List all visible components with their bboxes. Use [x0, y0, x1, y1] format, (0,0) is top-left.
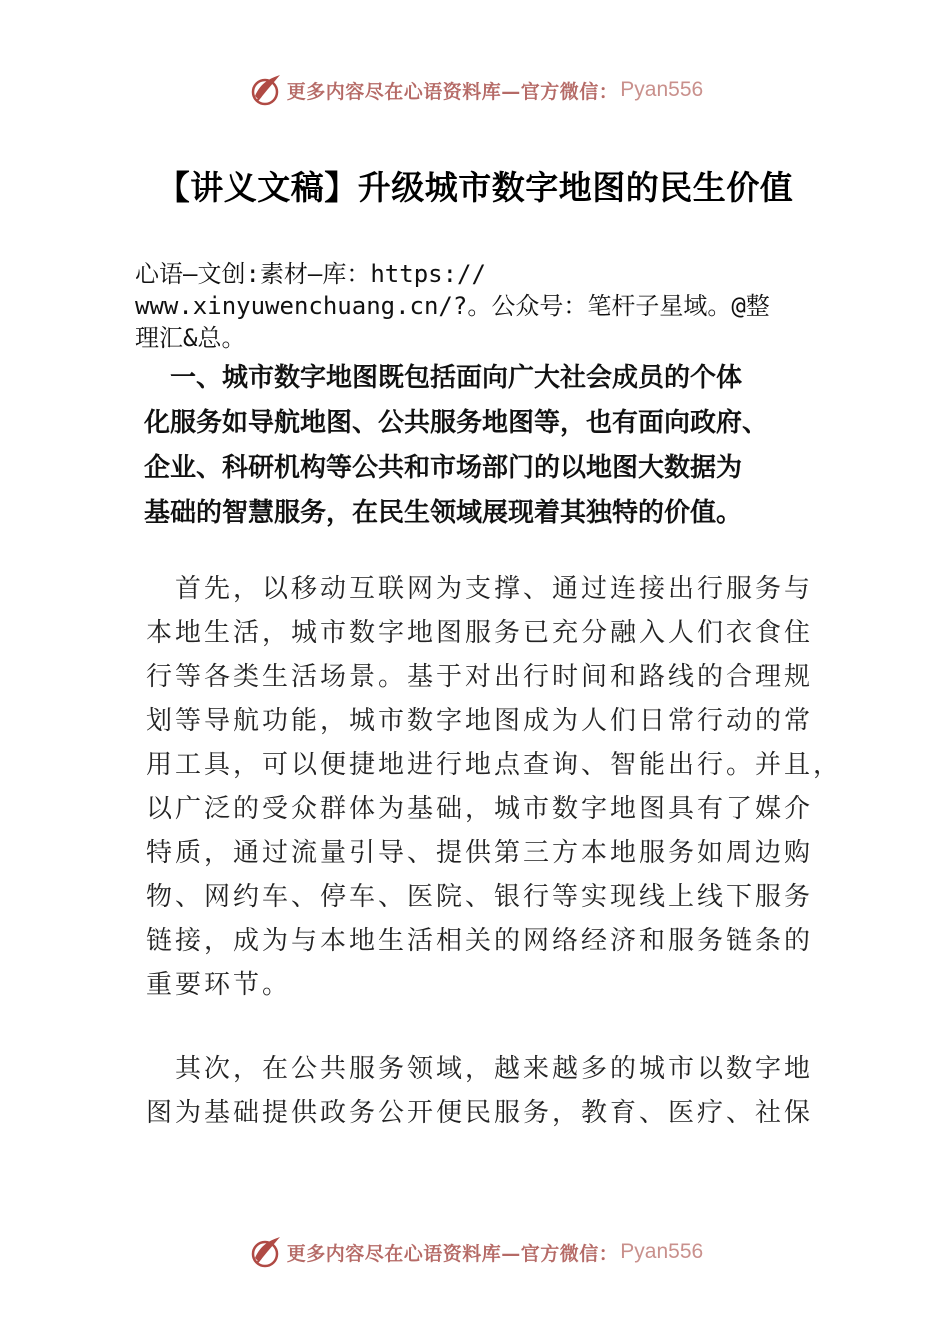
source-line: 心语—文创:素材—库：https:// [135, 260, 486, 288]
banner-text: 更多内容尽在心语资料库—官方微信： [286, 1242, 619, 1265]
paragraph-line: 行等各类生活场景。基于对出行时间和路线的合理规 [146, 662, 814, 692]
source-line: 理汇&总。 [135, 324, 246, 352]
quill-logo-icon [247, 1234, 283, 1270]
paragraph-line: 特质，通过流量引导、提供第三方本地服务如周边购 [146, 838, 814, 868]
paragraph-line: 以广泛的受众群体为基础，城市数字地图具有了媒介 [146, 794, 814, 824]
source-note [135, 258, 835, 354]
document-title: 【讲义文稿】升级城市数字地图的民生价值 [156, 168, 794, 207]
paragraph-line: 一、城市数字地图既包括面向广大社会成员的个体 [144, 363, 743, 393]
banner-text: 更多内容尽在心语资料库—官方微信： [286, 80, 619, 103]
footer-banner [0, 1232, 950, 1272]
paragraph-line: 图为基础提供政务公开便民服务，教育、医疗、社保 [146, 1098, 814, 1128]
paragraph-line: 首先，以移动互联网为支撑、通过连接出行服务与 [146, 574, 814, 604]
paragraph-line: 划等导航功能，城市数字地图成为人们日常行动的常 [146, 706, 814, 736]
paragraph-line: 其次，在公共服务领域，越来越多的城市以数字地 [146, 1054, 814, 1084]
banner-wechat-id: Pyan556 [620, 78, 704, 101]
quill-logo-icon [247, 72, 283, 108]
paragraph-line: 企业、科研机构等公共和市场部门的以地图大数据为 [144, 453, 743, 483]
paragraph-line: 用工具，可以便捷地进行地点查询、智能出行。并且， [146, 750, 843, 780]
paragraph-line: 物、网约车、停车、医院、银行等实现线上线下服务 [146, 882, 814, 912]
paragraph-line: 化服务如导航地图、公共服务地图等，也有面向政府、 [144, 408, 769, 438]
paragraph-line: 重要环节。 [146, 970, 292, 1000]
paragraph-line: 本地生活，城市数字地图服务已充分融入人们衣食住 [146, 618, 814, 648]
header-banner [0, 70, 950, 110]
body-paragraph-first [146, 567, 843, 1007]
paragraph-line: 基础的智慧服务，在民生领域展现着其独特的价值。 [144, 498, 743, 528]
body-paragraph-second [146, 1047, 818, 1135]
source-line: www.xinyuwenchuang.cn/?。公众号：笔杆子星域。@整 [135, 292, 770, 320]
banner-wechat-id: Pyan556 [620, 1240, 704, 1263]
intro-paragraph [144, 356, 814, 536]
paragraph-line: 链接，成为与本地生活相关的网络经济和服务链条的 [146, 926, 814, 956]
